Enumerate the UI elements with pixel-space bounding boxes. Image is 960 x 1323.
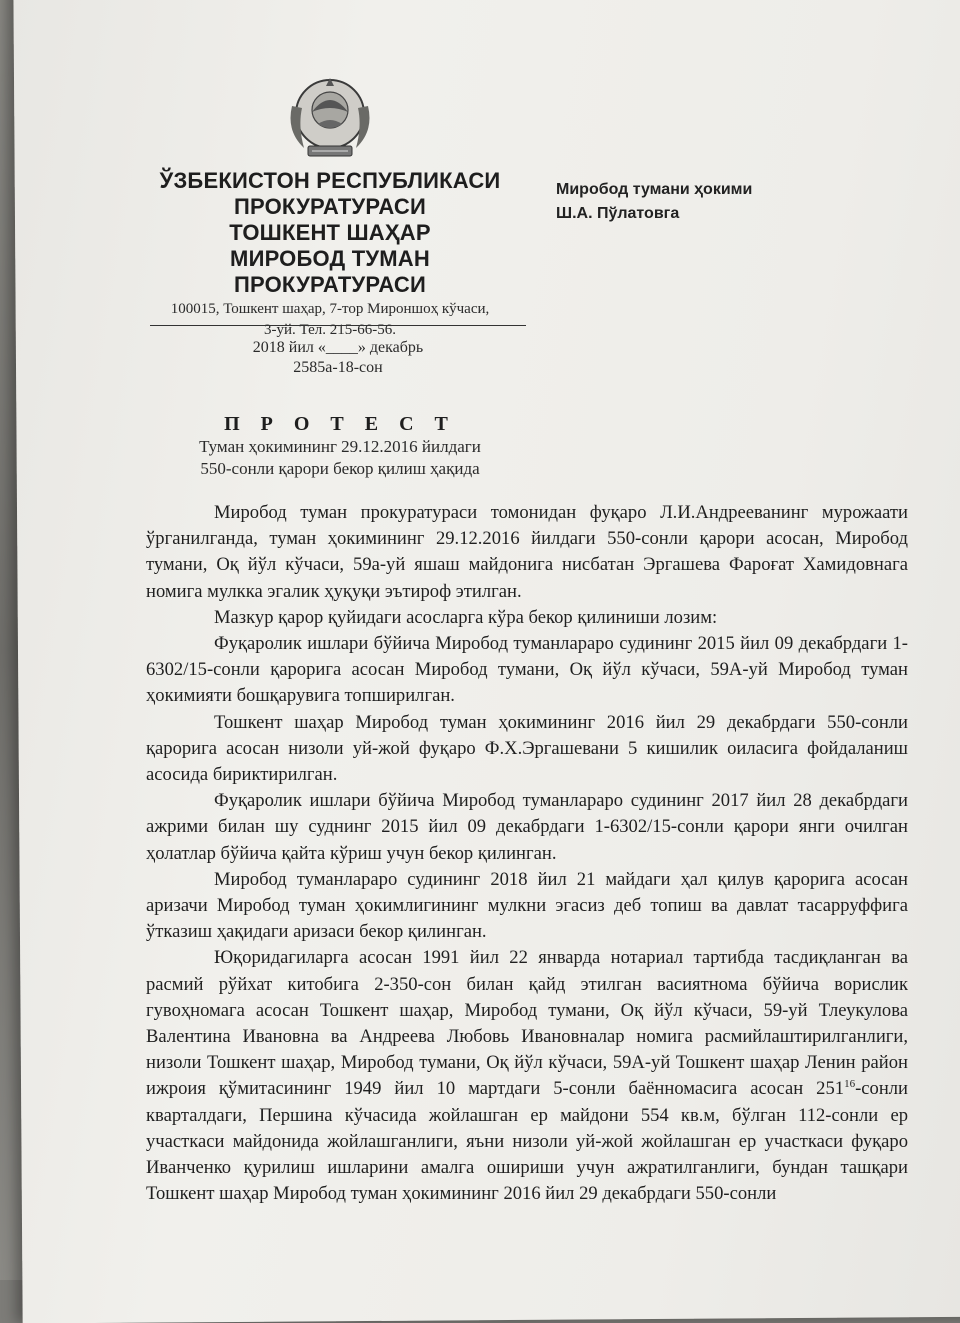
body-paragraph: Миробод туман прокуратураси томонидан фуқаро Л.И.Андрееванинг мурожаати ўрганилганда, туман ҳокимининг 29.12.2016 йилдаги 550-сонли қарори асосан, Миробод тумани, Оқ йўл кўчаси, 59а-уй яшаш майдонига нисбатан Эргашева Фароғат Хамидовнага номига мулкка эгалик ҳуқуқи эътироф этилган. — [146, 502, 908, 602]
document-body — [146, 500, 908, 1207]
reference-number: 2585а-18-сон — [293, 359, 383, 376]
superscript: 16 — [844, 1078, 856, 1091]
org-name-line: ПРОКУРАТУРАСИ — [233, 194, 426, 219]
org-name-line: ТОШКЕНТ ШАҲАР — [229, 220, 431, 245]
date-ref-block — [150, 338, 526, 378]
document-subtitle: 550-сонли қарори бекор қилиш ҳақида — [200, 459, 480, 478]
body-paragraph: Миробод туманлараро судининг 2018 йил 21 майдаги ҳал қилув қарорига асосан аризачи Миробод туман ҳокимлигининг мулкни эгасиз деб топиш ва давлат тасарруффига ўтказиш ҳақидаги аризаси бекор қилинган. — [146, 868, 908, 943]
org-name-line: ПРОКУРАТУРАСИ — [233, 272, 426, 297]
body-paragraph: Фуқаролик ишлари бўйича Миробод туманлараро судининг 2015 йил 09 декабрдаги 1-6302/15-сонли қарорига асосан Миробод тумани, Оқ йўл кўчаси, 59А-уй Миробод туман ҳокимияти бошқарувига топширилган. — [146, 633, 908, 707]
paragraph-text: -сонли кварталдаги, Першина кўчасида жойлашган ер майдони 554 кв.м, бўлган 112-сонли ер участкаси майдонида жойлашганлиги, яъни низоли уй-жой жойлашган ер участкаси фуқаро Иванченко қурилиш ишларини амалга ошириши учун ажратилганлиги, бундан ташқари Тошкент шаҳар Миробод туман ҳокимининг 2016 йил 29 декабрдаги 550-сонли — [146, 1078, 908, 1205]
uzbekistan-coat-of-arms-icon — [282, 66, 378, 166]
document-date: 2018 йил «____» декабрь — [252, 339, 424, 356]
org-name-line: МИРОБОД ТУМАН — [230, 246, 430, 271]
issuer-header — [140, 168, 520, 340]
recipient-block — [556, 178, 752, 226]
header-divider — [150, 325, 526, 326]
document-heading — [140, 412, 540, 480]
address-line: 100015, Тошкент шаҳар, 7-тор Мироншоҳ кўчаси, — [170, 301, 490, 317]
address-phone-line: 3-уй. Тел. 215-66-56. — [264, 322, 396, 338]
org-name-line: ЎЗБЕКИСТОН РЕСПУБЛИКАСИ — [159, 168, 501, 193]
body-paragraph — [146, 945, 908, 1207]
document-subtitle: Туман ҳокимининг 29.12.2016 йилдаги — [199, 437, 481, 456]
body-paragraph: Тошкент шаҳар Миробод туман ҳокимининг 2016 йил 29 декабрдаги 550-сонли қарорига асосан низоли уй-жой фуқаро Ф.Х.Эргашевани 5 кишилик оиласига фойдаланиш асосида бириктирилган. — [146, 711, 908, 786]
body-paragraph: Фуқаролик ишлари бўйича Миробод туманлараро судининг 2017 йил 28 декабрдаги ажрими билан шу суднинг 2015 йил 09 декабрдаги 1-6302/15-сонли қарори янги очилган ҳолатлар бўйича қайта кўриш учун бекор қилинган. — [146, 790, 908, 864]
paragraph-text: Юқоридагиларга асосан 1991 йил 22 январда нотариал тартибда тасдиқланган ва расмий рўйхат китобига 2-350-сон билан қайд этилган васиятнома бўйича ворислик гувоҳномага асосан Тошкент шаҳар, Миробод тумани, Оқ йўл кўчаси, 59-уй Тлеукулова Валентина Ивановна ва Андреева Любовь Ивановналар номига расмийлаштирилганлиги, низоли Тошкент шаҳар, Миробод тумани, Оқ йўл кўчаси, 59А-уй Тошкент шаҳар Ленин район ижроия қўмитасининг 1949 йил 10 мартдаги 5-сонли баённомасига асосан 251 — [146, 947, 908, 1100]
recipient-title: Миробод тумани ҳокими — [556, 181, 753, 198]
document-title: П Р О Т Е С Т — [224, 413, 456, 435]
recipient-name: Ш.А. Пўлатовга — [556, 205, 680, 222]
body-paragraph: Мазкур қарор қуйидаги асосларга кўра бекор қилиниши лозим: — [214, 606, 718, 628]
